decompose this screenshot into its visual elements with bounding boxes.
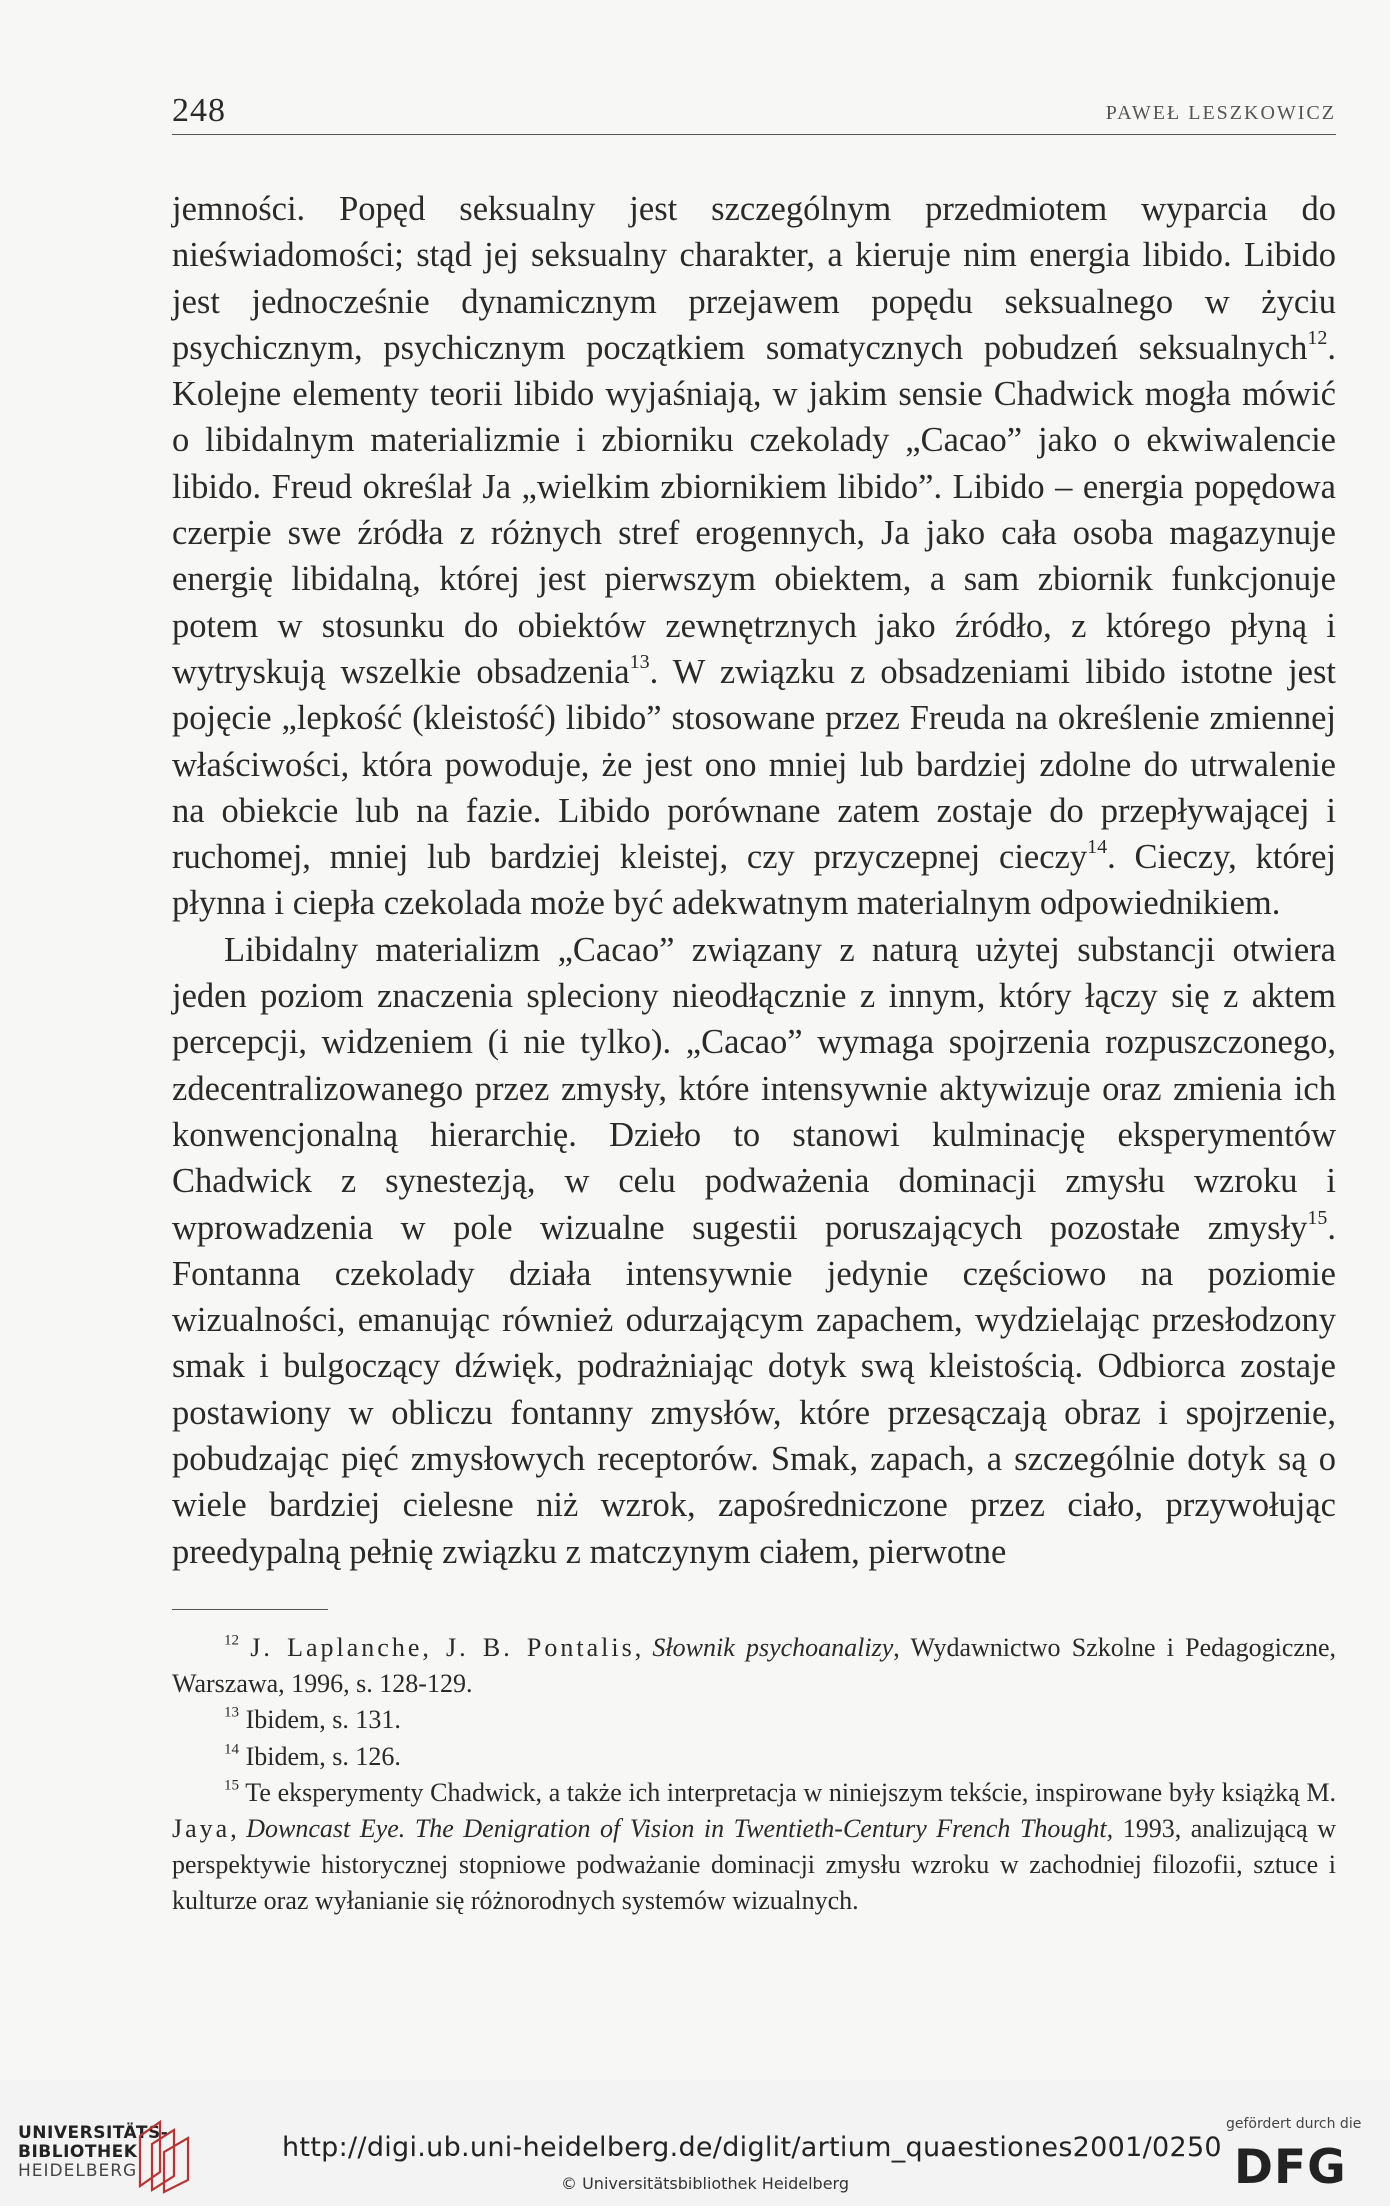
footnote-reference: 15 [1307, 1206, 1328, 1229]
text-run: 1993, analizującą w perspektywie historycznej stopniowe podważanie dominacji zmysłu wzroku w zachodniej filozofii, sztuce i kulturze oraz wyłanianie się różnorodnych systemów wizualnych. [172, 1814, 1336, 1916]
footnotes [172, 1630, 1336, 1920]
university-line-3: HEIDELBERG [18, 2161, 138, 2181]
footnote-reference: 14 [224, 1741, 240, 1758]
page-header [172, 92, 1336, 135]
university-line-2: BIBLIOTHEK [18, 2142, 138, 2162]
dfg-logo: DFG [1234, 2140, 1347, 2195]
text-run [239, 1633, 250, 1662]
footnote-13 [172, 1702, 1336, 1738]
footnote-separator [172, 1609, 328, 1610]
author-names: J. Laplanche, J. B. Pontalis [250, 1633, 635, 1662]
footnote-reference: 13 [629, 650, 650, 673]
text-run: Libidalny materializm „Cacao” związany z naturą użytej substancji otwiera jeden poziom znaczenia spleciony nieodłącznie z innym, który łączy się z aktem percepcji, widzeniem (i nie tylko). „Cacao” wymaga spojrzenia rozpuszczonego, zdecentralizowanego przez zmysły, które intensywnie aktywizuje oraz zmienia ich konwencjonalną hierarchię. Dzieło to stanowi kulminację eksperymentów Chadwick z synestezją, w celu podważenia dominacji zmysłu wzroku i wprowadzenia w pole wizualne sugestii poruszających pozostałe zmysły [172, 930, 1336, 1247]
text-run: Ibidem, s. 131. [239, 1705, 401, 1735]
footnote-14 [172, 1739, 1336, 1775]
footnote-reference: 12 [224, 1632, 240, 1649]
text-run: Te eksperymenty Chadwick, a także ich interpretacja w niniejszym tekście, inspirowane były książką M. [239, 1777, 1336, 1807]
running-head: PAWEŁ LESZKOWICZ [1105, 102, 1336, 124]
footnote-reference: 13 [224, 1705, 240, 1722]
footnote-15 [172, 1775, 1336, 1920]
funded-by-text: gefördert durch die [1226, 2116, 1362, 2132]
source-url-link[interactable]: http://digi.ub.uni-heidelberg.de/diglit/artium_quaestiones2001/0250 [282, 2132, 1222, 2163]
footnote-reference: 14 [1087, 836, 1108, 859]
body-text [172, 186, 1336, 1575]
footnote-reference: 15 [224, 1777, 240, 1794]
text-run: , [230, 1814, 247, 1844]
text-run: . Fontanna czekolady działa intensywnie jedynie częściowo na poziomie wizualności, emanując również odurzającym zapachem, wydzielając przesłodzony smak i bulgoczący dźwięk, podrażniając dotyk swą kleistością. Odbiorca zostaje postawiony w obliczu fontanny zmysłów, które przesączają obraz i spojrzenie, pobudzając pięć zmysłowych receptorów. Smak, zapach, a szczególnie dotyk są o wiele bardziej cielesne niż wzrok, zapośredniczone przez ciało, przywołując preedypalną pełnię związku z matczynym ciałem, pierwotne [172, 1208, 1336, 1571]
text-run: . Cieczy, której płynna i ciepła czekolada może być adekwatnym materialnym odpowiednikiem. [172, 838, 1336, 923]
paragraph [172, 927, 1336, 1575]
university-line-1: UNIVERSITÄTS- [18, 2123, 169, 2143]
italic-title: Słownik psychoanalizy [652, 1633, 894, 1662]
text-run: , Wydawnictwo Szkolne i Pedagogiczne, Warszawa, 1996, s. 128-129. [172, 1633, 1337, 1699]
footnote-reference: 12 [1307, 326, 1328, 349]
text-run: jemności. Popęd seksualny jest szczególnym przedmiotem wyparcia do nieświadomości; stąd jej seksualny charakter, a kieruje nim energia libido. Libido jest jednocześnie dynamicznym przejawem popędu seksualnego w życiu psychicznym, psychicznym początkiem somatycznych pobudzeń seksualnych [172, 190, 1336, 367]
text-run: . Kolejne elementy teorii libido wyjaśniają, w jakim sensie Chadwick mogła mówić o libidalnym materializmie i zbiorniku czekolady „Cacao” jako o ekwiwalencie libido. Freud określał Ja „wielkim zbiornikiem libido”. Libido – energia popędowa czerpie swe źródła z różnych stref erogennych, Ja jako cała osoba magazynuje energię libidalną, której jest pierwszym obiektem, a sam zbiornik funkcjonuje potem w stosunku do obiektów zewnętrznych jako źródło, z którego płyną i wytryskują wszelkie obsadzenia [172, 328, 1336, 691]
text-run: . W związku z obsadzeniami libido istotne jest pojęcie „lepkość (kleistość) libido” stosowane przez Freuda na określenie zmiennej właściwości, która powoduje, że jest ono mniej lub bardziej zdolne do utrwalenie na obiekcie lub na fazie. Libido porównane zatem zostaje do przepływającej i ruchomej, mniej lub bardziej kleistej, czy przyczepnej cieczy [172, 652, 1336, 877]
digitization-footer [0, 2080, 1390, 2206]
footnote-12 [172, 1630, 1336, 1702]
italic-title: Downcast Eye. The Denigration of Vision in Twentieth-Century French Thought, [246, 1814, 1114, 1844]
page-number: 248 [172, 92, 226, 129]
library-logo-icon [130, 2114, 200, 2194]
author-names: Jaya [172, 1814, 231, 1844]
copyright-text: © Universitätsbibliothek Heidelberg [561, 2174, 850, 2193]
paragraph [172, 186, 1336, 927]
text-run: Ibidem, s. 126. [239, 1741, 401, 1771]
text-run: , [634, 1633, 653, 1662]
